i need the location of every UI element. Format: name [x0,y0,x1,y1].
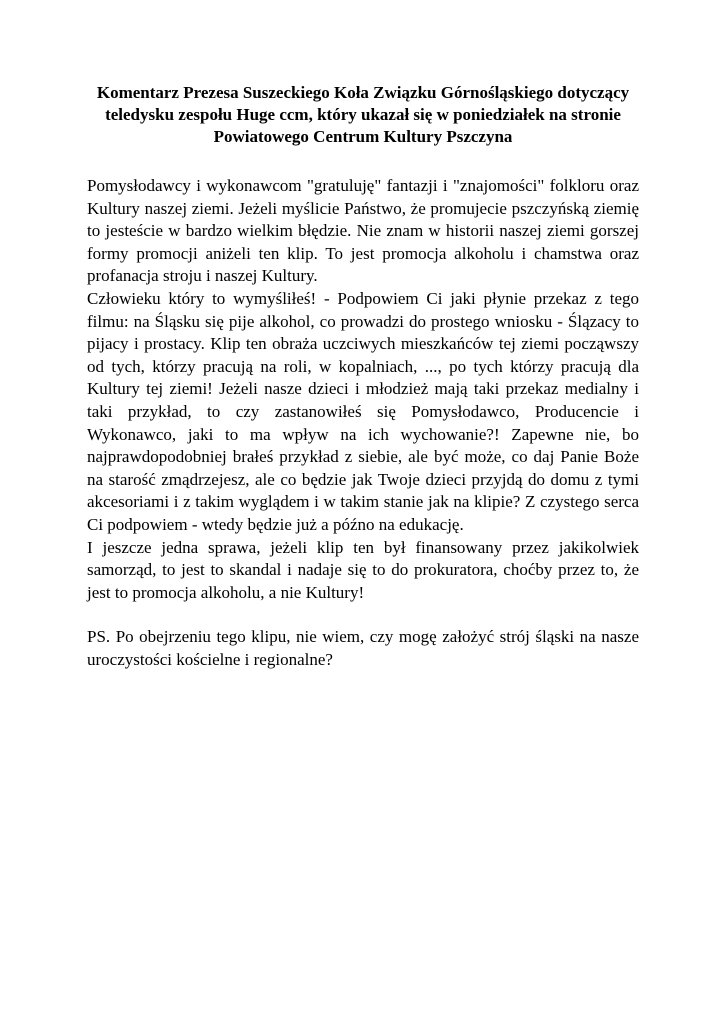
title-line: Komentarz Prezesa Suszeckiego Koła Związku Górnośląskiego dotyczący [96,83,630,102]
title-line: Powiatowego Centrum Kultury Pszczyna [213,127,513,146]
body-paragraph: Pomysłodawcy i wykonawcom "gratuluję" fantazji i "znajomości" folkloru oraz Kultury naszej ziemi. Jeżeli myślicie Państwo, że promujecie pszczyńską ziemię to jesteście w bardzo wielkim błędzie. Nie znam w historii naszej ziemi gorszej formy promocji aniżeli ten klip. To jest promocja alkoholu i chamstwa oraz profanacja stroju i naszej Kultury. [87,176,639,286]
postscript: PS. Po obejrzeniu tego klipu, nie wiem, czy mogę założyć strój śląski na nasze uroczystości kościelne i regionalne? [87,627,639,669]
document-title [87,82,639,148]
paragraph-spacer [87,604,639,626]
title-line: teledysku zespołu Huge ccm, który ukazał się w poniedziałek na stronie [105,105,621,124]
body-paragraph: Człowieku który to wymyśliłeś! - Podpowiem Ci jaki płynie przekaz z tego filmu: na Śląsku się pije alkohol, co prowadzi do prostego wniosku - Ślązacy to pijacy i prostacy. Klip ten obraża uczciwych mieszkańców tej ziemi począwszy od tych, którzy pracują na roli, w kopalniach, ..., po tych którzy pracują dla Kultury tej ziemi! Jeżeli nasze dzieci i młodzież mają taki przekaz medialny i taki przykład, to czy zastanowiłeś się Pomysłodawco, Producencie i Wykonawco, jaki to ma wpływ na ich wychowanie?! Zapewne nie, bo najprawdopodobniej brałeś przykład z siebie, ale być może, co daj Panie Boże na starość zmądrzejesz, ale co będzie jak Twoje dzieci przyjdą do domu z tymi akcesoriami i z takim wyglądem i w takim stanie jak na klipie? Z czystego serca Ci podpowiem - wtedy będzie już a późno na edukację. [87,288,639,534]
document-page [87,82,639,671]
body-paragraph: I jeszcze jedna sprawa, jeżeli klip ten był finansowany przez jakikolwiek samorząd, to jest to skandal i nadaje się to do prokuratora, choćby przez to, że jest to promocja alkoholu, a nie Kultury! [87,537,639,602]
